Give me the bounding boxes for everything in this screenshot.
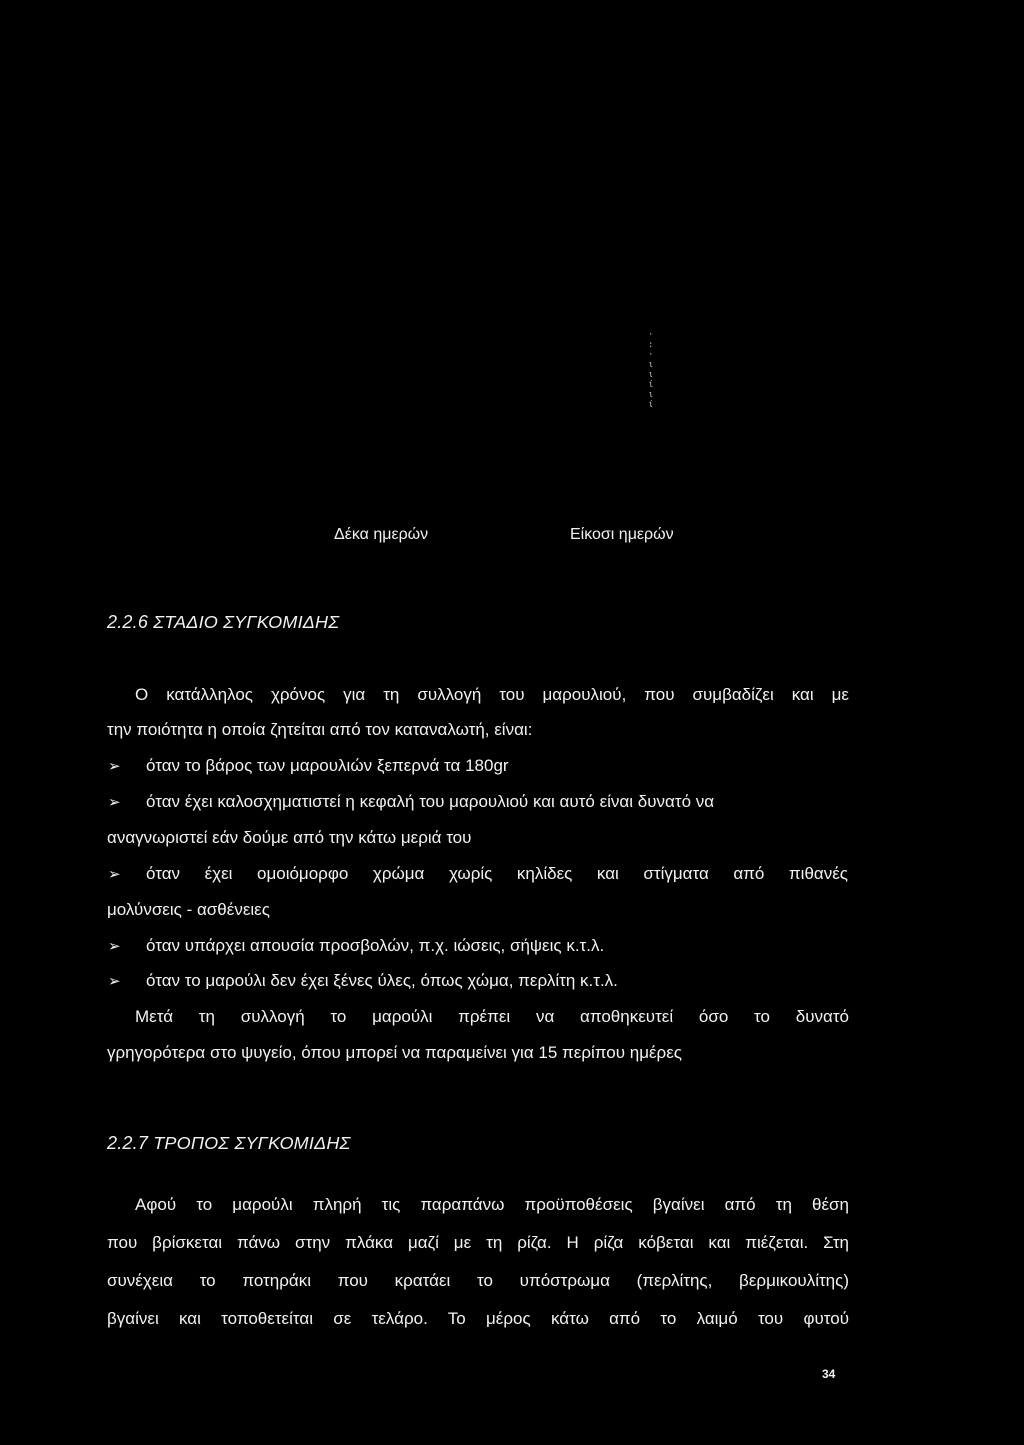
intro-line-1: Ο κατάλληλος χρόνος για τη συλλογή του μαρουλιού, που συμβαδίζει και με [135, 685, 849, 704]
intro-line-2: την ποιότητα η οποία ζητείται από τον καταναλωτή, είναι: [107, 720, 533, 739]
bullet-text: όταν το μαρούλι δεν έχει ξένες ύλες, όπως χώμα, περλίτη κ.τ.λ. [146, 971, 618, 990]
scan-specks: · : · ι ι ί ι ί [648, 330, 654, 410]
bullet-head-formed [108, 792, 714, 812]
section-heading-harvest-stage: 2.2.6 ΣΤΑΔΙΟ ΣΥΓΚΟΜΙΔΗΣ [107, 612, 340, 632]
closing-line-2: γρηγορότερα στο ψυγείο, όπου μπορεί να παραμείνει για 15 περίπου ημέρες [107, 1043, 683, 1062]
bullet-no-infections [108, 936, 604, 956]
section-heading-harvest-method: 2.2.7 ΤΡΟΠΟΣ ΣΥΓΚΟΜΙΔΗΣ [107, 1133, 351, 1153]
bullet-text: όταν υπάρχει απουσία προσβολών, π.χ. ιώσεις, σήψεις κ.τ.λ. [146, 936, 605, 955]
bullet-no-foreign-matter [108, 971, 618, 991]
caption-twenty-days: Είκοσι ημερών [570, 526, 674, 543]
bullet-weight [108, 756, 509, 776]
bullet-uniform-color [108, 864, 850, 884]
bullet-text: όταν έχει ομοιόμορφο χρώμα χωρίς κηλίδες και στίγματα από πιθανές [146, 864, 848, 883]
method-line-1: Αφού το μαρούλι πληρή τις παραπάνω προϋποθέσεις βγαίνει από τη θέση [135, 1195, 849, 1214]
arrow-bullet-icon: ➢ [108, 866, 121, 883]
bullet-text: όταν το βάρος των μαρουλιών ξεπερνά τα 180gr [146, 756, 509, 775]
method-line-3: συνέχεια το ποτηράκι που κρατάει το υπόστρωμα (περλίτης, βερμικουλίτης) [107, 1271, 849, 1290]
arrow-bullet-icon: ➢ [108, 758, 121, 775]
arrow-bullet-icon: ➢ [108, 794, 121, 811]
method-line-2: που βρίσκεται πάνω στην πλάκα μαζί με τη ρίζα. Η ρίζα κόβεται και πιέζεται. Στη [107, 1233, 849, 1252]
closing-line-1: Μετά τη συλλογή το μαρούλι πρέπει να αποθηκευτεί όσο το δυνατό [135, 1007, 849, 1026]
caption-ten-days: Δέκα ημερών [334, 526, 429, 543]
method-line-4: βγαίνει και τοποθετείται σε τελάρο. Το μέρος κάτω από το λαιμό του φυτού [107, 1309, 849, 1328]
bullet-uniform-color-cont: μολύνσεις - ασθένειες [107, 900, 270, 919]
page-number: 34 [822, 1367, 836, 1381]
arrow-bullet-icon: ➢ [108, 973, 121, 990]
bullet-text: όταν έχει καλοσχηματιστεί η κεφαλή του μαρουλιού και αυτό είναι δυνατό να [146, 792, 715, 811]
arrow-bullet-icon: ➢ [108, 938, 121, 955]
bullet-head-formed-cont: αναγνωριστεί εάν δούμε από την κάτω μεριά του [107, 828, 472, 847]
